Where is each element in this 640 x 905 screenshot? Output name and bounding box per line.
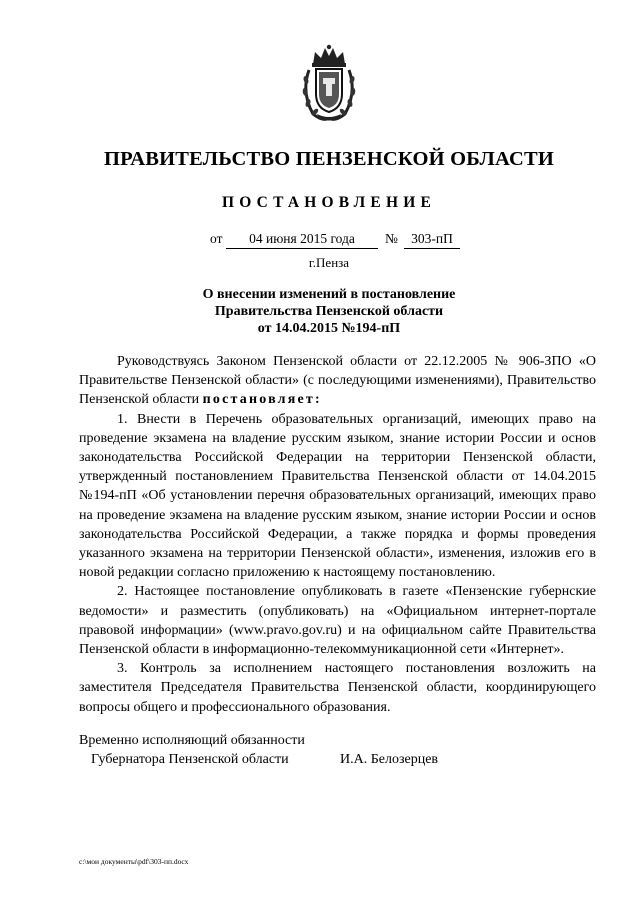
item-paragraph: 3. Контроль за исполнением настоящего постановления возложить на заместителя Председателя Правительства Пензенской области, координирующего вопросы общего и профессионального образования.	[79, 661, 596, 715]
subject-line: О внесении изменений в постановление	[202, 287, 456, 302]
city: г.Пенза	[308, 255, 350, 270]
decree-word: постановляет:	[202, 392, 322, 408]
coat-of-arms-emblem	[299, 44, 359, 122]
footer-file-path: c:\мои документы\pdf\303-пп.docx	[79, 857, 189, 866]
from-label: от	[210, 231, 223, 246]
document-type: ПОСТАНОВЛЕНИЕ	[221, 194, 437, 211]
document-body	[79, 352, 596, 717]
signatory-position-line1: Временно исполняющий обязанности	[79, 733, 305, 748]
item-paragraph: 2. Настоящее постановление опубликовать в газете «Пензенские губернские ведомости» и разместить (опубликовать) на «Официальном интернет-портале правовой информации» (www.pravo.gov.ru) и на официальном сайте Правительства Пензенской области в информационно-телекоммуникационной сети «Интернет».	[79, 584, 596, 658]
document-number: 303-пП	[404, 231, 460, 249]
intro-text: Руководствуясь Законом Пензенской области от 22.12.2005 № 906-ЗПО «О Правительстве Пензенской области» (с последующими изменениями), Правительство Пензенской области	[79, 354, 596, 408]
signatory-name: И.А. Белозерцев	[340, 752, 439, 767]
number-label: №	[385, 231, 398, 246]
item-paragraph: 1. Внести в Перечень образовательных организаций, имеющих право на проведение экзамена на владение русским языком, знание истории России и основ законодательства Российской Федерации на территории Пензенской области, утвержденный постановлением Правительства Пензенской области от 14.04.2015 №194-пП «Об установлении перечня образовательных организаций, имеющих право на проведение экзамена на владение русским языком, знание истории России и основ законодательства Российской Федерации, а также порядка и формы проведения указанного экзамена на территории Пензенской области», изменения, изложив его в новой редакции согласно приложению к настоящему постановлению.	[79, 411, 596, 581]
subject-line: Правительства Пензенской области	[214, 304, 444, 319]
subject-line: от 14.04.2015 №194-пП	[257, 321, 401, 336]
organization-title: ПРАВИТЕЛЬСТВО ПЕНЗЕНСКОЙ ОБЛАСТИ	[104, 148, 554, 170]
intro-paragraph	[79, 352, 596, 410]
document-date: 04 июня 2015 года	[226, 231, 378, 249]
signatory-position-line2: Губернатора Пензенской области	[91, 752, 289, 767]
document-subject	[0, 286, 640, 337]
